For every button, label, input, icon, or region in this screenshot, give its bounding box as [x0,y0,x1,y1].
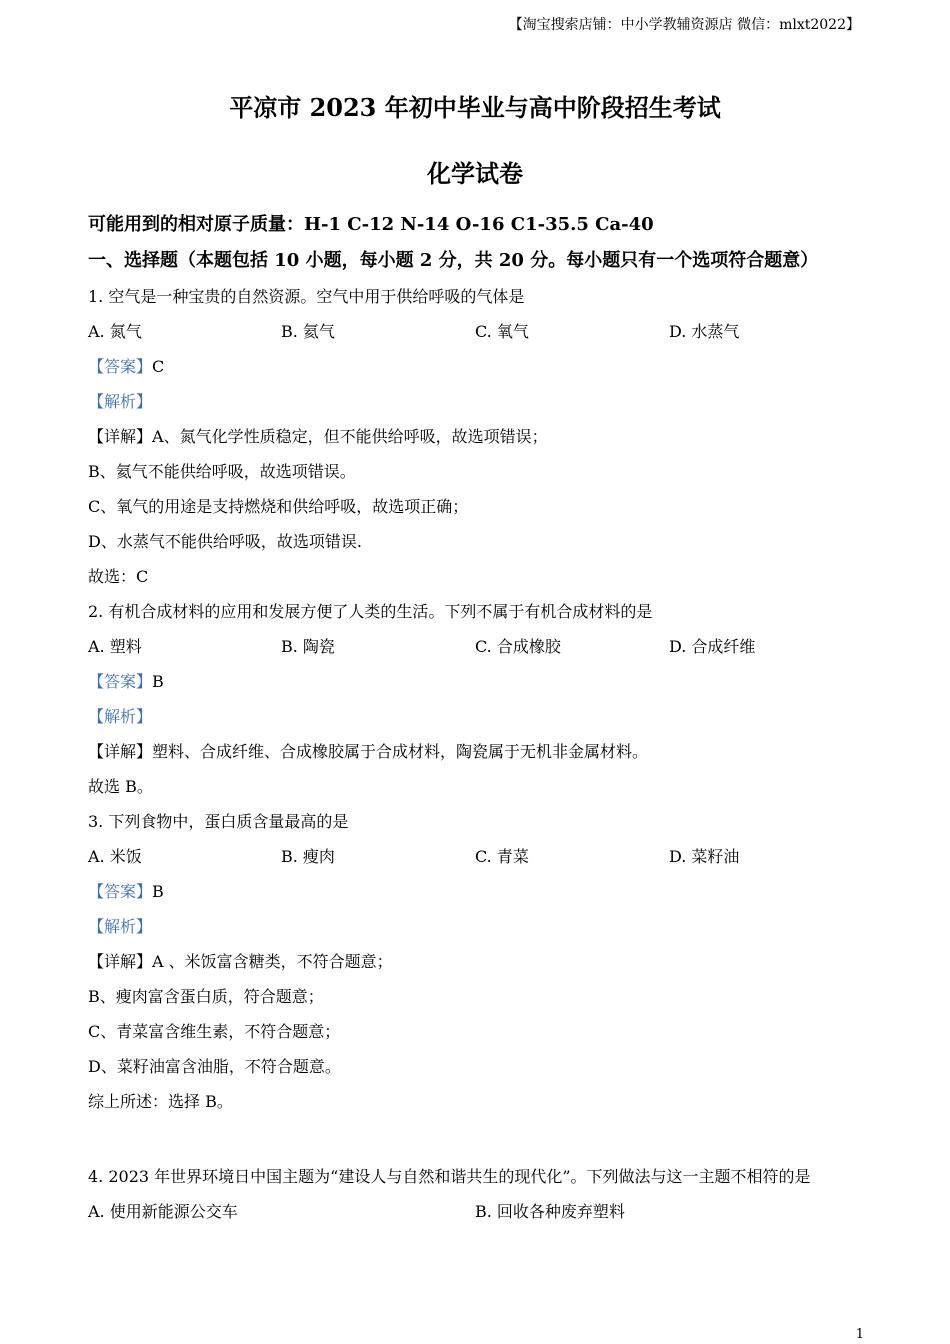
q3-option-c: C. 青菜 [475,847,529,866]
atomic-masses: 可能用到的相对原子质量：H-1 C-12 N-14 O-16 C1-35.5 Ca-40 [88,214,654,235]
q3-option-b: B. 瘦肉 [281,847,335,866]
q3-option-d: D. 菜籽油 [669,847,740,866]
q1-explanation-line: D、水蒸气不能供给呼吸，故选项错误. [88,532,362,551]
section-heading: 一、选择题（本题包括 10 小题，每小题 2 分，共 20 分。每小题只有一个选项符合题意） [88,250,819,271]
analysis-label: 【解析】 [88,707,153,726]
answer-value: B [152,882,164,901]
q1-answer [88,354,164,377]
q2-detail [88,739,648,762]
q2-option-a: A. 塑料 [88,637,142,656]
q2-option-b: B. 陶瓷 [281,637,335,656]
question-2-stem: 2. 有机合成材料的应用和发展方便了人类的生活。下列不属于有机合成材料的是 [88,602,653,621]
q3-answer [88,879,164,902]
q3-option-a: A. 米饭 [88,847,142,866]
detail-label: 【详解】 [88,742,153,761]
q1-option-a: A. 氮气 [88,322,142,341]
q2-answer [88,669,164,692]
analysis-label: 【解析】 [88,392,153,411]
q3-conclusion: 综上所述：选择 B。 [88,1092,233,1111]
q4-option-a: A. 使用新能源公交车 [88,1202,238,1221]
answer-label: 【答案】 [88,882,153,901]
q1-explanation-line: C、氧气的用途是支持燃烧和供给呼吸，故选项正确； [88,497,469,516]
q1-detail [88,424,548,447]
answer-label: 【答案】 [88,672,153,691]
q3-analysis [88,914,152,937]
detail-text: 塑料、合成纤维、合成橡胶属于合成材料，陶瓷属于无机非金属材料。 [152,742,649,761]
answer-value: C [152,357,165,376]
q3-detail [88,949,393,972]
analysis-label: 【解析】 [88,917,153,936]
header-note: 【淘宝搜索店铺：中小学教辅资源店 微信：mlxt2022】 [508,17,860,33]
detail-text: A 、米饭富含糖类，不符合题意； [152,952,393,971]
q1-option-b: B. 氦气 [281,322,335,341]
detail-label: 【详解】 [88,427,153,446]
answer-value: B [152,672,164,691]
q1-option-c: C. 氧气 [475,322,529,341]
q2-analysis [88,704,152,727]
q1-conclusion: 故选：C [88,567,149,586]
page-subtitle: 化学试卷 [427,159,523,188]
q3-explanation-line: C、青菜富含维生素，不符合题意； [88,1022,341,1041]
q1-analysis [88,389,152,412]
question-4-stem: 4. 2023 年世界环境日中国主题为“建设人与自然和谐共生的现代化”。下列做法与这一主题不相符的是 [88,1167,811,1186]
question-1-stem: 1. 空气是一种宝贵的自然资源。空气中用于供给呼吸的气体是 [88,287,525,306]
q2-conclusion: 故选 B。 [88,777,153,796]
detail-text: A、氮气化学性质稳定，但不能供给呼吸，故选项错误； [152,427,548,446]
q3-explanation-line: B、瘦肉富含蛋白质，符合题意； [88,987,324,1006]
q3-explanation-line: D、菜籽油富含油脂，不符合题意。 [88,1057,341,1076]
detail-label: 【详解】 [88,952,153,971]
q2-option-d: D. 合成纤维 [669,637,756,656]
q2-option-c: C. 合成橡胶 [475,637,561,656]
question-3-stem: 3. 下列食物中，蛋白质含量最高的是 [88,812,349,831]
q1-explanation-line: B、氦气不能供给呼吸，故选项错误。 [88,462,356,481]
q4-option-b: B. 回收各种废弃塑料 [475,1202,625,1221]
answer-label: 【答案】 [88,357,153,376]
page-title: 平凉市 2023 年初中毕业与高中阶段招生考试 [229,93,721,122]
q1-option-d: D. 水蒸气 [669,322,740,341]
page-number: 1 [855,1327,864,1342]
